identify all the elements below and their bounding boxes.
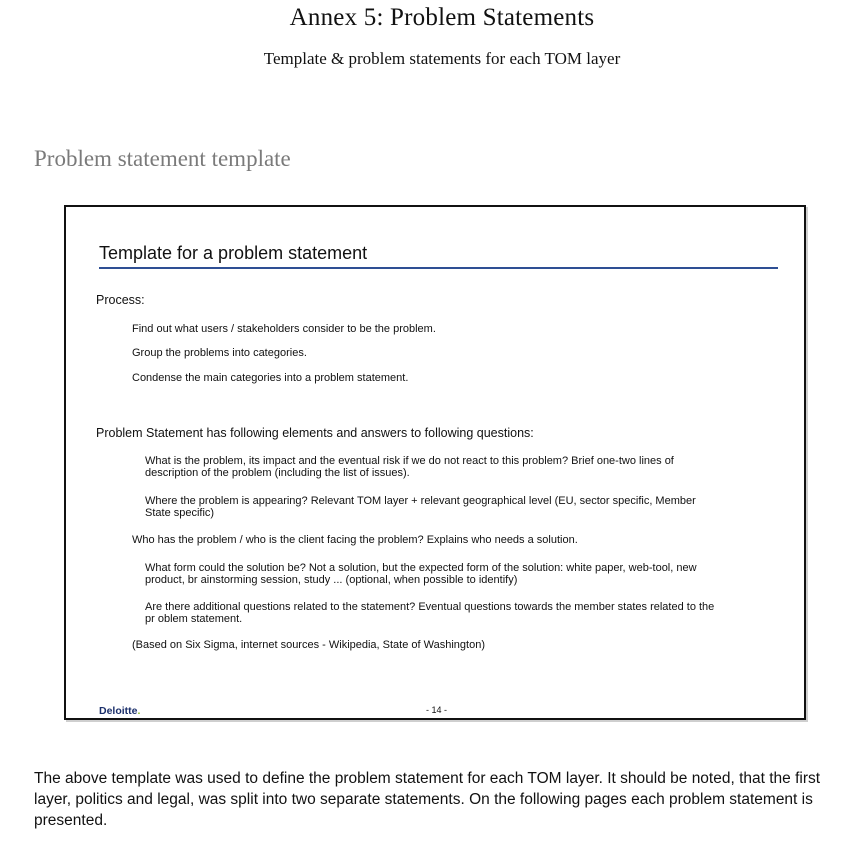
question-line: product, br ainstorming session, study ... (optional, when possible to identify) bbox=[145, 574, 518, 586]
question-item bbox=[145, 601, 714, 625]
process-label: Process: bbox=[96, 293, 145, 307]
slide-title-rule bbox=[99, 267, 778, 269]
section-heading: Problem statement template bbox=[34, 146, 291, 171]
source-note: (Based on Six Sigma, internet sources - Wikipedia, State of Washington) bbox=[132, 639, 485, 651]
question-item bbox=[132, 534, 578, 546]
question-line: pr oblem statement. bbox=[145, 613, 243, 625]
question-line: What form could the solution be? Not a solution, but the expected form of the solution: white paper, web-tool, new bbox=[145, 562, 697, 574]
elements-label: Problem Statement has following elements and answers to following questions: bbox=[96, 426, 534, 440]
slide-page-number: - 14 - bbox=[426, 705, 448, 715]
document-subtitle: Template & problem statements for each TOM layer bbox=[263, 49, 621, 68]
question-line: Who has the problem / who is the client facing the problem? Explains who needs a solution. bbox=[132, 534, 578, 546]
logo-dot: . bbox=[137, 705, 141, 717]
slide-title: Template for a problem statement bbox=[99, 243, 368, 263]
body-paragraph: The above template was used to define the problem statement for each TOM layer. It should be noted, that the first layer, politics and legal, was split into two separate statements. On the following pages each problem statement is presented. bbox=[34, 770, 821, 829]
document-title: Annex 5: Problem Statements bbox=[289, 4, 595, 31]
logo-text: Deloitte bbox=[99, 705, 138, 717]
embedded-slide-image bbox=[64, 205, 806, 720]
question-line: State specific) bbox=[145, 507, 215, 519]
question-item bbox=[145, 562, 697, 586]
question-line: What is the problem, its impact and the eventual risk if we do not react to this problem? Brief one-two lines of bbox=[145, 455, 674, 467]
process-step: Find out what users / stakeholders consider to be the problem. bbox=[132, 323, 436, 335]
question-item bbox=[145, 495, 696, 519]
question-line: Are there additional questions related to the statement? Eventual questions towards the member states related to the bbox=[145, 601, 715, 613]
question-line: description of the problem (including the list of issues). bbox=[145, 467, 410, 479]
question-item bbox=[145, 455, 674, 479]
process-step: Condense the main categories into a problem statement. bbox=[132, 372, 409, 384]
process-step: Group the problems into categories. bbox=[132, 347, 307, 359]
deloitte-logo bbox=[99, 705, 140, 717]
question-line: Where the problem is appearing? Relevant TOM layer + relevant geographical level (EU, sector specific, Member bbox=[145, 495, 696, 507]
